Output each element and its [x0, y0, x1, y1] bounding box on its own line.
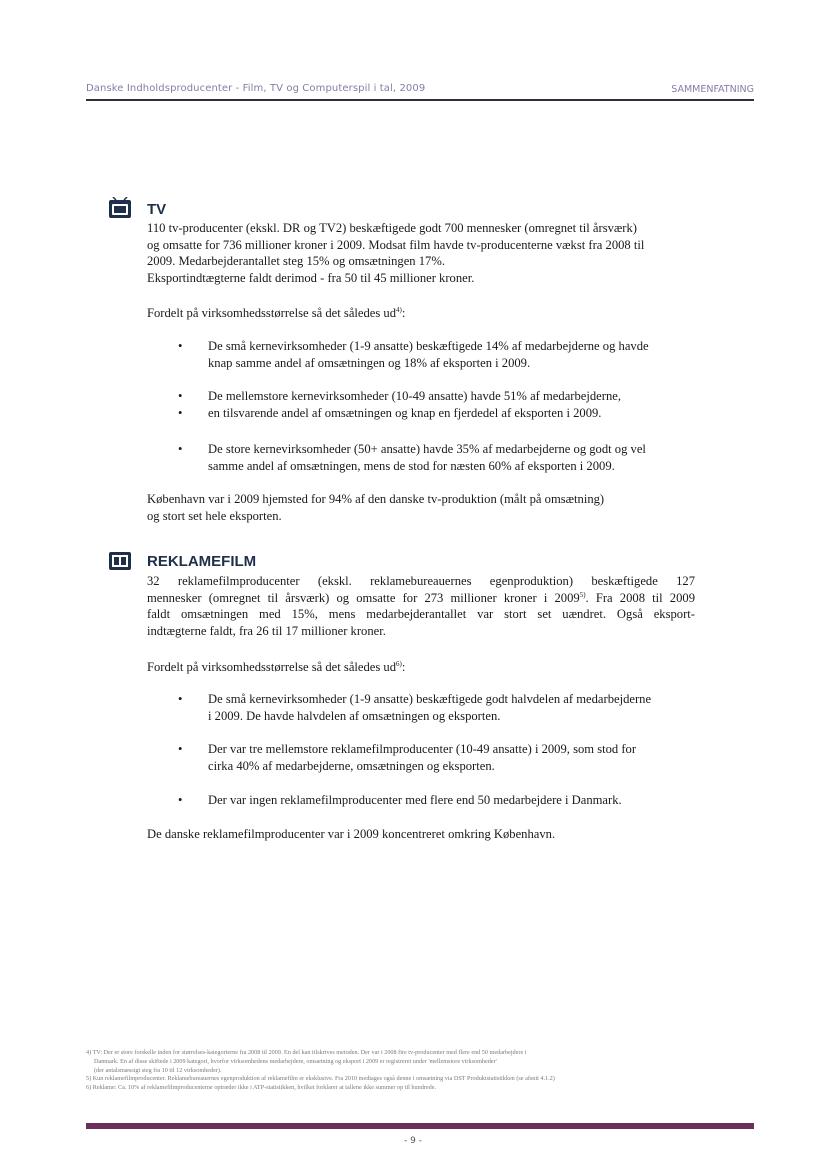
- text-span: . Fra 2008 til 2009: [585, 590, 695, 605]
- tv-copenhagen-paragraph: [147, 491, 695, 524]
- text-line: samme andel af omsætningen, mens de stod for næsten 60% af eksporten i 2009.: [208, 459, 615, 473]
- footnote-ref: 5): [579, 590, 586, 599]
- footer-bar: [86, 1123, 754, 1129]
- tv-heading: TV: [147, 201, 167, 218]
- text-line: knap samme andel af omsætningen og 18% af eksporten i 2009.: [208, 356, 531, 370]
- bullet: •: [178, 406, 183, 420]
- commercial-intro-paragraph: [147, 573, 695, 639]
- bullet: •: [178, 389, 183, 403]
- commercial-film-icon: [108, 551, 132, 573]
- footnote: 6) Reklame: Ca. 10% af reklamefilmproducenterne optræder ikke i ATP-statistikken, hvilket forklarer at tallene ikke summer op til hundrede.: [86, 1084, 437, 1092]
- page-number: - 9 -: [404, 1136, 422, 1146]
- commercial-closing-paragraph: De danske reklamefilmproducenter var i 2009 koncentreret omkring København.: [147, 827, 556, 841]
- text-line: Eksportindtægterne faldt derimod - fra 50 til 45 millioner kroner.: [147, 270, 475, 285]
- bullet: •: [178, 742, 183, 756]
- text-line: og stort set hele eksporten.: [147, 508, 282, 523]
- text-line: Der var ingen reklamefilmproducenter med flere end 50 medarbejdere i Danmark.: [208, 793, 622, 807]
- bullet: •: [178, 442, 183, 456]
- text-line: og omsatte for 736 millioner kroner i 2009. Modsat film havde tv-producenterne vækst fra 2008 til: [147, 237, 645, 252]
- footnote-ref: 6): [396, 659, 402, 668]
- footnote: Danmark. En af disse skiftede i 2009 kategori, hvorfor virksomhedens medarbejdere, omsætning og eksport i 2009 er registreret under 'mellemstore virksomheder': [94, 1057, 497, 1065]
- text-line: en tilsvarende andel af omsætningen og knap en fjerdedel af eksporten i 2009.: [208, 406, 602, 420]
- footnote: (der antalsmæssigt steg fra 10 til 12 virksomheder).: [94, 1066, 222, 1074]
- header-divider: [86, 99, 754, 101]
- text-line: De store kernevirksomheder (50+ ansatte) havde 35% af medarbejderne og godt og vel: [208, 442, 646, 456]
- text-line: i 2009. De havde halvdelen af omsætningen og eksporten.: [208, 709, 501, 723]
- text-line: Der var tre mellemstore reklamefilmproducenter (10-49 ansatte) i 2009, som stod for: [208, 742, 637, 756]
- tv-distribution-intro: [147, 305, 695, 322]
- bullet: •: [178, 339, 183, 353]
- text-line: cirka 40% af medarbejderne, omsætningen og eksporten.: [208, 759, 495, 773]
- text-line: Fordelt på virksomhedsstørrelse så det således ud: [147, 660, 397, 674]
- text-line: De mellemstore kernevirksomheder (10-49 ansatte) havde 51% af medarbejderne,: [208, 389, 621, 403]
- commercial-film-heading: REKLAMEFILM: [147, 553, 257, 570]
- commercial-distribution-intro: [147, 659, 695, 676]
- footnote-ref: 4): [396, 305, 402, 314]
- bullet: •: [178, 793, 183, 807]
- text-line: Fordelt på virksomhedsstørrelse så det således ud: [147, 306, 397, 320]
- text-line: 110 tv-producenter (ekskl. DR og TV2) beskæftigede godt 700 mennesker (omregnet til årsværk): [147, 221, 637, 235]
- bullet: •: [178, 692, 183, 706]
- text-line: De små kernevirksomheder (1-9 ansatte) beskæftigede godt halvdelen af medarbejderne: [208, 692, 652, 706]
- footnote: 5) Kun reklamefilmproducenter. Reklamebureauernes egenproduktion af reklamefilm er eksklusive. Fra 2010 medtages også denne i omsætning via DST Produktstatistikken (se afsnit 4.1.2): [86, 1075, 555, 1083]
- tv-icon: [108, 197, 132, 219]
- text-line: København var i 2009 hjemsted for 94% af den danske tv-produktion (målt på omsætning): [147, 492, 605, 506]
- colon: :: [401, 660, 406, 674]
- text-span: mennesker (omregnet til årsværk) og omsatte for 273 millioner kroner i 2009: [147, 590, 580, 605]
- text-line: De små kernevirksomheder (1-9 ansatte) beskæftigede 14% af medarbejderne og havde: [208, 339, 649, 353]
- running-header-section: SAMMENFATNING: [671, 84, 754, 95]
- text-line: faldt omsætningen med 15%, mens medarbejderantallet var stort set uændret. Også eksport-: [147, 607, 695, 621]
- text-line: indtægterne faldt, fra 26 til 17 millioner kroner.: [147, 623, 386, 638]
- text-line: 2009. Medarbejderantallet steg 15% og omsætningen 17%.: [147, 254, 445, 268]
- tv-intro-paragraph: [147, 220, 695, 286]
- text-line: [147, 590, 695, 607]
- colon: :: [401, 306, 406, 320]
- footnote: 4) TV: Der er store forskelle inden for størrelses-kategorierne fra 2008 til 2009. En del kan tilskrives metoden. Der var i 2008 fire tv-producenter med flere end 50 medarbejdere i: [86, 1049, 527, 1056]
- text-line: 32 reklamefilmproducenter (ekskl. reklamebureauernes egenproduktion) beskæftigede 127: [147, 574, 695, 588]
- running-header-title: Danske Indholdsproducenter - Film, TV og Computerspil i tal, 2009: [86, 83, 426, 94]
- footnotes: [86, 1049, 754, 1093]
